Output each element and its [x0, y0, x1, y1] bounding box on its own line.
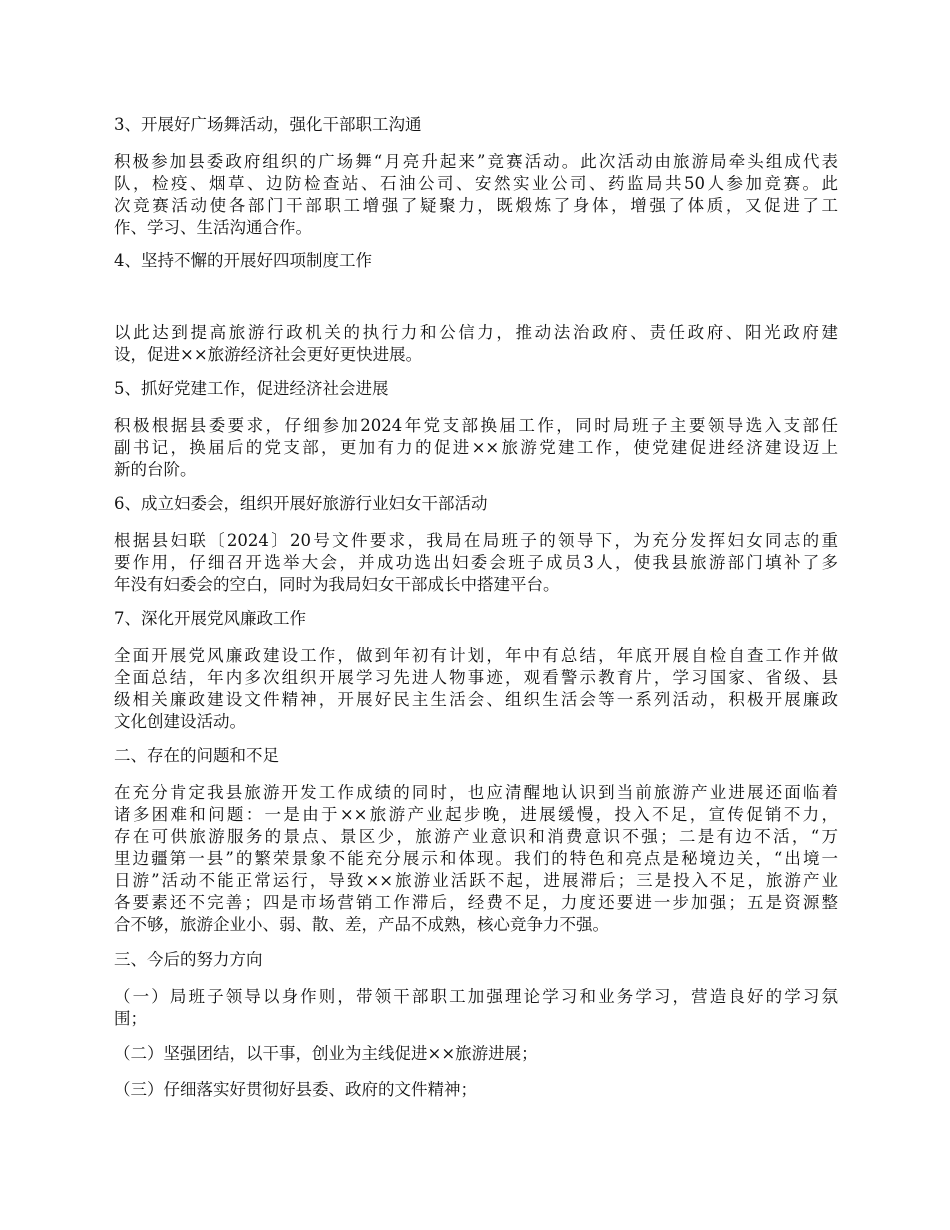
paragraph-line: 副书记，换届后的党支部，更加有力的促进××旅游党建工作，使党建促进经济建设迈上	[114, 438, 838, 457]
paragraph-line: 围；	[114, 1009, 147, 1028]
paragraph-line: （一）局班子领导以身作则，带领干部职工加强理论学习和业务学习，营造良好的学习氛	[114, 987, 838, 1006]
paragraph-line: 级相关廉政建设文件精神，开展好民主生活会、组织生活会等一系列活动，积极开展廉政	[114, 690, 838, 709]
paragraph-line: 次竞赛活动使各部门干部职工增强了疑聚力，既煅炼了身体，增强了体质，又促进了工	[114, 196, 838, 215]
paragraph-line: 要作用，仔细召开选举大会，并成功选出妇委会班子成员3人，使我县旅游部门填补了多	[114, 553, 838, 572]
section-heading-6: 6、成立妇委会，组织开展好旅游行业妇女干部活动	[114, 494, 488, 513]
paragraph-line: 存在可供旅游服务的景点、景区少，旅游产业意识和消费意识不强；二是有边不活，“万	[114, 827, 838, 846]
paragraph-line: 作、学习、生活沟通合作。	[114, 218, 312, 237]
paragraph-line: 文化创建设活动。	[114, 712, 246, 731]
paragraph-line: 积极参加县委政府组织的广场舞“月亮升起来”竞赛活动。此次活动由旅游局牵头组成代表	[114, 152, 838, 171]
paragraph-line: 日游”活动不能正常运行，导致××旅游业活跃不起，进展滞后；三是投入不足，旅游产业	[114, 871, 838, 890]
section-heading-4: 4、坚持不懈的开展好四项制度工作	[114, 251, 372, 270]
paragraph-line: （二）坚强团结，以干事，创业为主线促进××旅游进展；	[114, 1044, 538, 1063]
paragraph-line: 根据县妇联〔2024〕20号文件要求，我局在局班子的领导下，为充分发挥妇女同志的重	[114, 531, 838, 550]
paragraph-line: 全面总结，年内多次组织开展学习先进人物事迹，观看警示教育片，学习国家、省级、县	[114, 668, 838, 687]
paragraph-line: 合不够，旅游企业小、弱、散、差，产品不成熟，核心竞争力不强。	[114, 915, 609, 934]
paragraph-line: 里边疆第一县”的繁荣景象不能充分展示和体现。我们的特色和亮点是秘境边关，“出境一	[114, 849, 838, 868]
paragraph-line: 设，促进××旅游经济社会更好更快进展。	[114, 345, 423, 364]
section-heading-problems: 二、存在的问题和不足	[114, 746, 279, 765]
section-heading-7: 7、深化开展党风廉政工作	[114, 609, 306, 628]
paragraph-line: 年没有妇委会的空白，同时为我局妇女干部成长中搭建平台。	[114, 575, 560, 594]
paragraph-line: 各要素还不完善；四是市场营销工作滞后，经费不足，力度还要进一步加强；五是资源整	[114, 893, 838, 912]
paragraph-line: 队，检疫、烟草、边防检查站、石油公司、安然实业公司、药监局共50人参加竞赛。此	[114, 174, 838, 193]
paragraph-line: 全面开展党风廉政建设工作，做到年初有计划，年中有总结，年底开展自检自查工作并做	[114, 646, 838, 665]
section-heading-3: 3、开展好广场舞活动，强化干部职工沟通	[114, 115, 422, 134]
paragraph-line: 在充分肯定我县旅游开发工作成绩的同时，也应清醒地认识到当前旅游产业进展还面临着	[114, 783, 838, 802]
section-heading-5: 5、抓好党建工作，促进经济社会进展	[114, 379, 389, 398]
paragraph-line: 以此达到提高旅游行政机关的执行力和公信力，推动法治政府、责任政府、阳光政府建	[114, 323, 838, 342]
paragraph-line: 诸多困难和问题：一是由于××旅游产业起步晚，进展缓慢，投入不足，宣传促销不力，	[114, 805, 838, 824]
paragraph-line: （三）仔细落实好贯彻好县委、政府的文件精神；	[114, 1080, 477, 1099]
paragraph-line: 积极根据县委要求，仔细参加2024年党支部换届工作，同时局班子主要领导选入支部任	[114, 416, 838, 435]
paragraph-line: 新的台阶。	[114, 460, 197, 479]
section-heading-future: 三、今后的努力方向	[114, 950, 263, 969]
